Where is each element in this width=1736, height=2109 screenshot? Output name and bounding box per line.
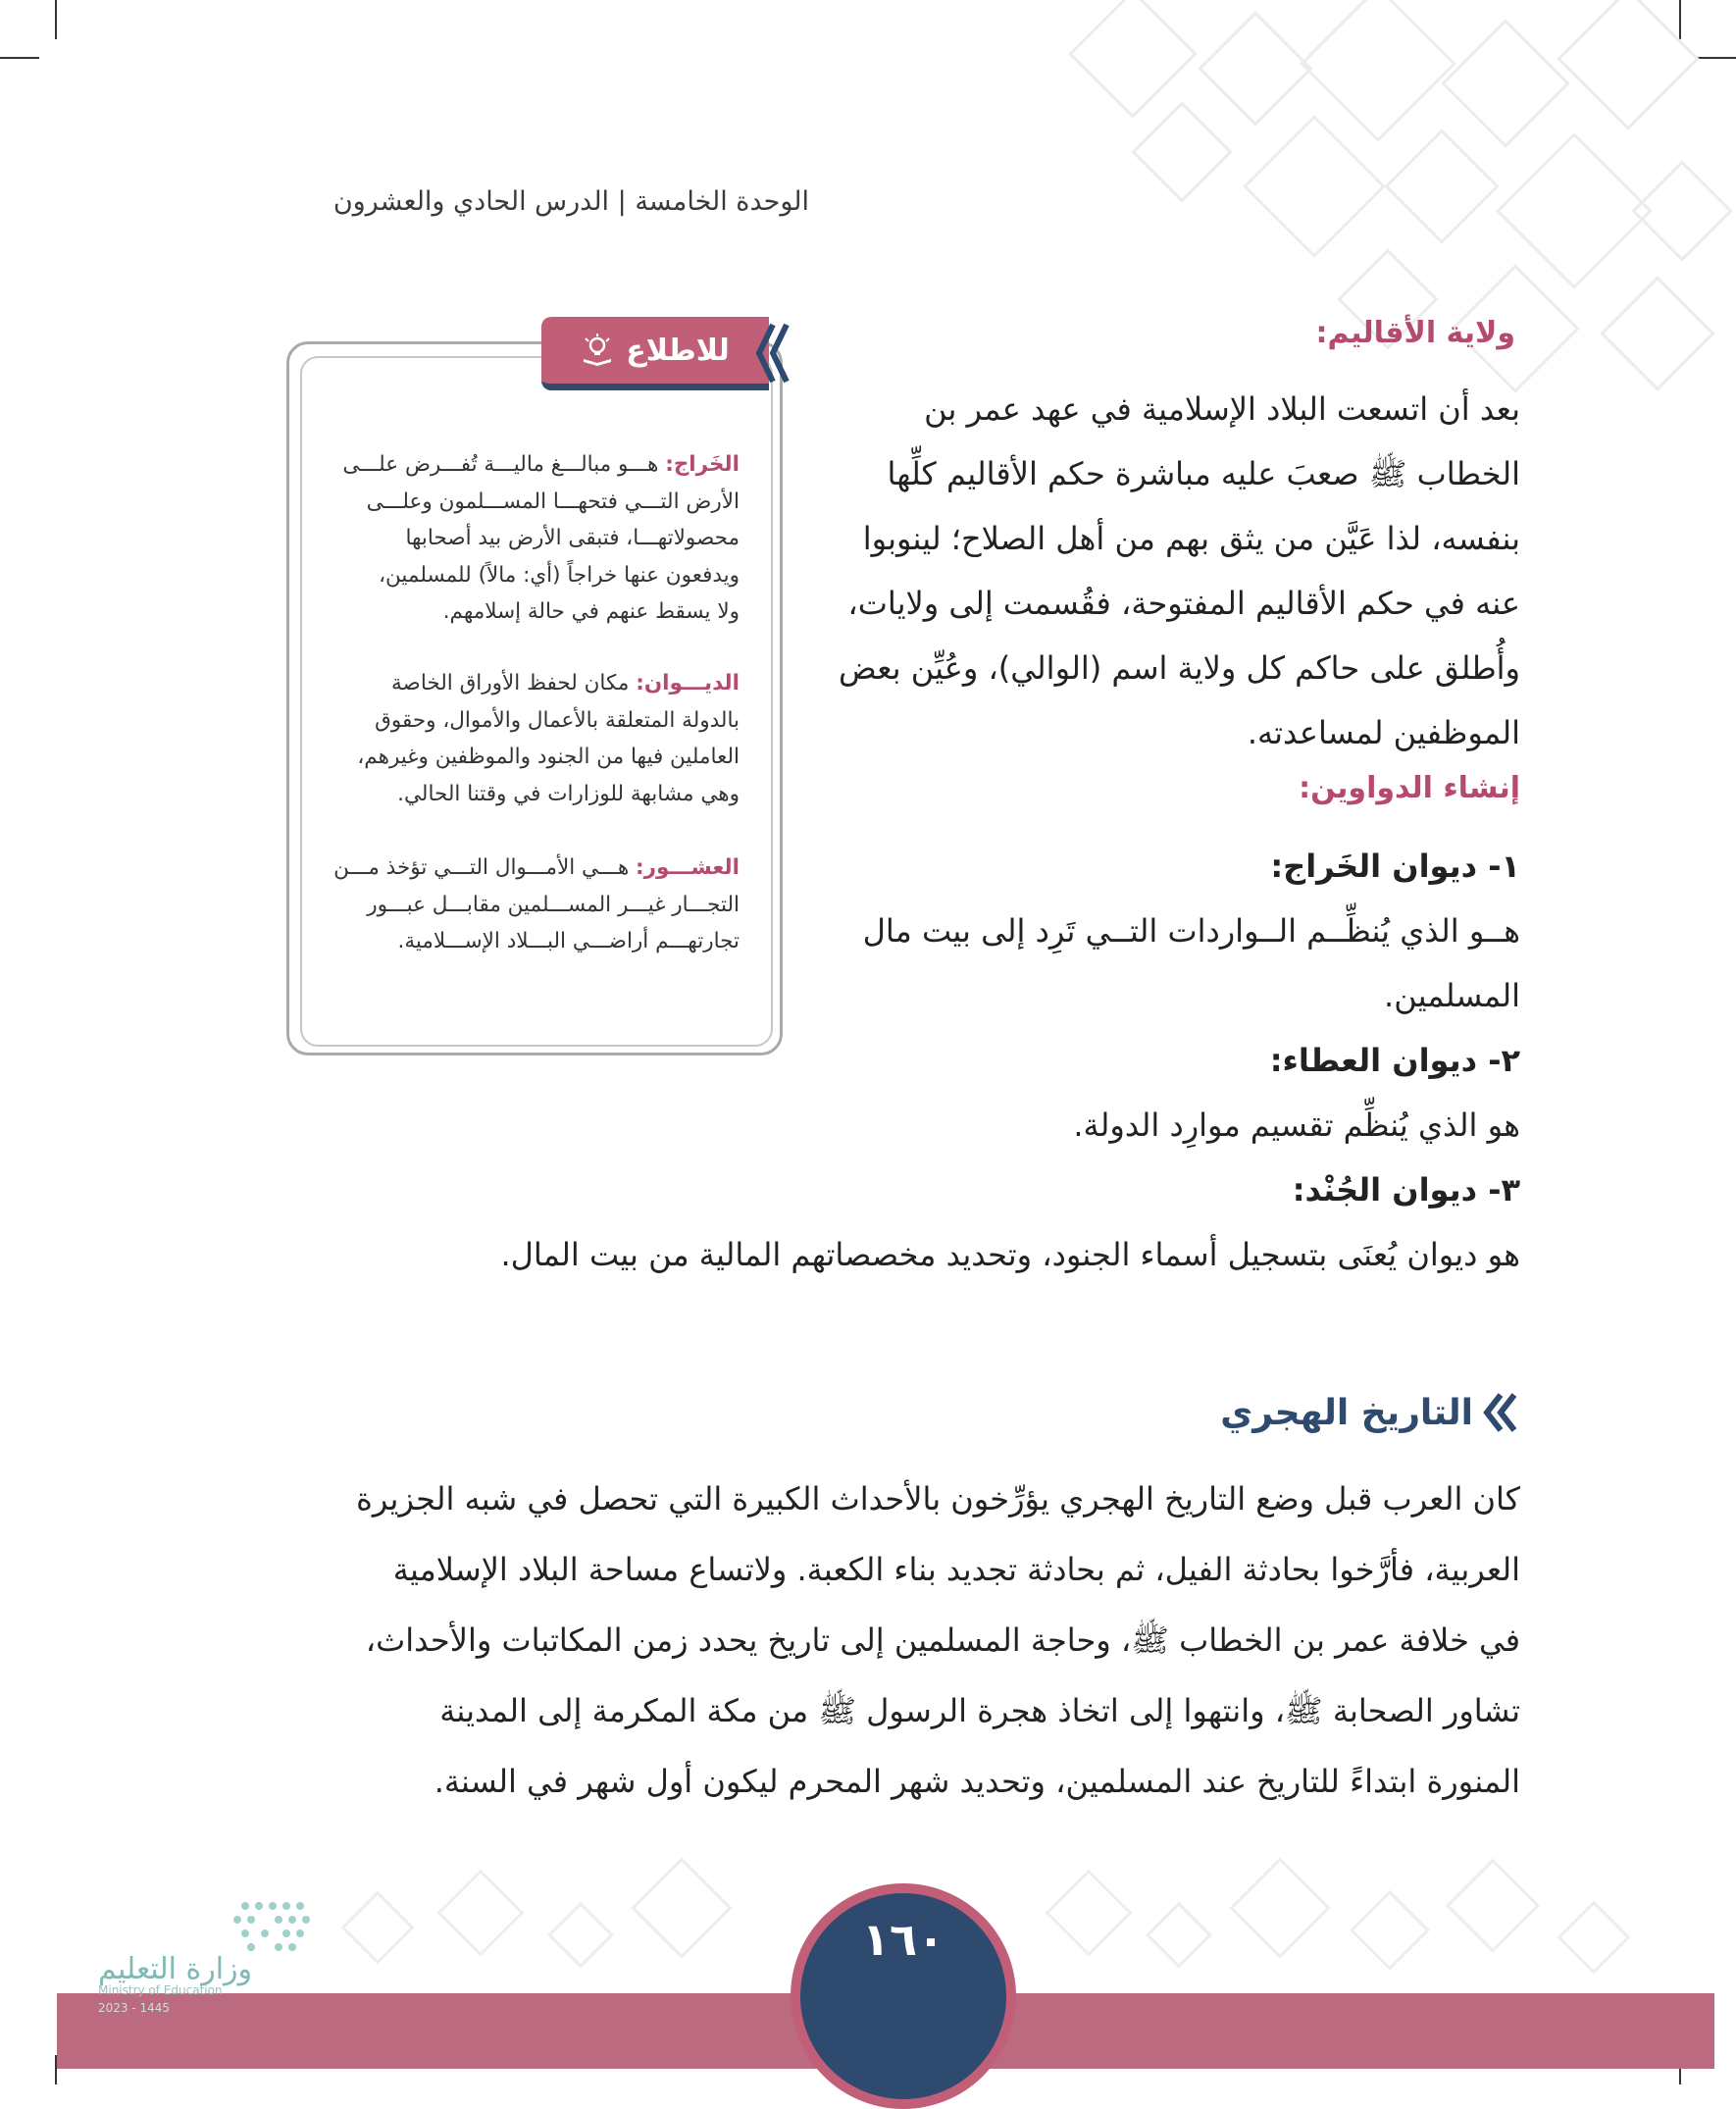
section-title-hijri — [1220, 1391, 1520, 1434]
paragraph-line: تشاور الصحابة ﷺ، وانتهوا إلى اتخاذ هجرة الرسول ﷺ من مكة المكرمة إلى المدينة — [439, 1692, 1520, 1729]
diwan-heading-jund — [824, 1157, 1520, 1222]
sidebar-tab-label: للاطلاع — [626, 333, 730, 368]
sidebar-line: العاملين فيها من الجنود والموظفين وغيرهم، — [357, 745, 740, 769]
sidebar-line: ولا يسقط عنهم في حالة إسلامهم. — [442, 599, 740, 624]
sidebar-entry-diwan — [330, 665, 740, 812]
sidebar-line: مكان لحفظ الأوراق الخاصة — [391, 671, 630, 695]
diwan-desc-jund — [304, 1222, 1520, 1287]
sidebar-entry-ushur — [330, 849, 740, 960]
ministry-year: 2023 - 1445 — [98, 2001, 171, 2015]
paragraph-line: بعد أن اتسعت البلاد الإسلامية في عهد عمر بن — [924, 390, 1520, 428]
diwan-heading: ١- ديوان الخَراج: — [1270, 848, 1520, 885]
sidebar-entry-kharaj — [330, 446, 740, 631]
paragraph-line: وأُطلق على حاكم كل ولاية اسم (الوالي)، وعُيِّن بعض — [838, 649, 1520, 687]
lightbulb-book-icon — [581, 334, 614, 367]
paragraph-line: الخطاب ﷺ صعبَ عليه مباشرة حكم الأقاليم كلِّها — [887, 455, 1520, 492]
paragraph-line: بنفسه، لذا عَيَّن من يثق بهم من أهل الصلاح؛ لينوبوا — [862, 520, 1520, 557]
paragraph-line: الموظفين لمساعدته. — [1247, 714, 1520, 751]
paragraph-line: عنه في حكم الأقاليم المفتوحة، فقُسمت إلى ولايات، — [847, 585, 1520, 622]
paragraph-line: في خلافة عمر بن الخطاب ﷺ، وحاجة المسلمين إلى تاريخ يحدد زمن المكاتبات والأحداث، — [365, 1621, 1520, 1659]
crop-mark — [55, 0, 57, 39]
term-diwan: الديـــوان: — [636, 671, 740, 695]
paragraph-line: العربية، فأرَّخوا بحادثة الفيل، ثم بحادثة تجديد بناء الكعبة. ولاتساع مساحة البلاد الإسلامية — [392, 1551, 1520, 1588]
sidebar-line: وهي مشابهة للوزارات في وقتنا الحالي. — [397, 781, 740, 806]
diwan-heading: ٣- ديوان الجُنْد: — [1292, 1171, 1520, 1209]
section-title-provinces: ولاية الأقاليم: — [1315, 316, 1515, 350]
crop-mark — [0, 57, 39, 59]
chevron-left-icon — [755, 317, 794, 390]
page-number: ١٦٠ — [861, 1913, 945, 1966]
sidebar-line: هـــو مبالـــغ ماليـــة تُفـــرض علـــى — [342, 452, 659, 477]
paragraph-line: المسلمين. — [1384, 977, 1520, 1014]
sidebar-line: محصولاتهـــا، فتبقى الأرض بيد أصحابها — [405, 526, 740, 550]
decorative-diamonds-top — [1030, 0, 1736, 412]
sidebar-line: بالدولة المتعلقة بالأعمال والأموال، وحقوق — [375, 707, 740, 733]
ministry-name-en: Ministry of Education — [98, 1983, 223, 1997]
sidebar-tab — [541, 317, 769, 390]
breadcrumb: الوحدة الخامسة | الدرس الحادي والعشرون — [332, 186, 809, 217]
diwan-heading-kharaj — [824, 834, 1520, 899]
sidebar-line: ويدفعون عنها خراجاً (أي: مالاً) للمسلمين، — [379, 562, 740, 588]
paragraph-line: هــو الذي يُنظِّــم الــواردات التــي تَرِد إلى بيت مال — [862, 912, 1520, 950]
hijri-title-text: التاريخ الهجري — [1220, 1392, 1473, 1433]
term-kharaj: الخَراج: — [665, 452, 740, 477]
section-title-diwans: إنشاء الدواوين: — [1299, 771, 1520, 805]
term-ushur: العشـــور: — [636, 855, 740, 880]
hijri-paragraph — [265, 1464, 1520, 1817]
paragraph-line: المنورة ابتداءً للتاريخ عند المسلمين، وتحديد شهر المحرم ليكون أول شهر في السنة. — [434, 1763, 1520, 1800]
diwan-desc-ata — [824, 1093, 1520, 1157]
paragraph-line: كان العرب قبل وضع التاريخ الهجري يؤرِّخون بالأحداث الكبيرة التي تحصل في شبه الجزيرة — [356, 1480, 1520, 1517]
sidebar-line: الأرض التـــي فتحهـــا المســـلمون وعلـــى — [366, 489, 740, 514]
sidebar-line: التجـــار غيـــر المســـلمين مقابـــل عبـــور — [367, 892, 740, 917]
ministry-name-ar: وزارة التعليم — [98, 1952, 253, 1986]
provinces-paragraph — [824, 377, 1520, 765]
paragraph-line: هو ديوان يُعنَى بتسجيل أسماء الجنود، وتحديد مخصصاتهم المالية من بيت المال. — [500, 1236, 1520, 1273]
sidebar-line: تجارتهـــم أراضـــي البـــلاد الإســـلامية. — [397, 929, 740, 953]
sidebar-line: هـــي الأمـــوال التـــي تؤخذ مـــن — [333, 855, 630, 880]
paragraph-line: هو الذي يُنظِّم تقسيم موارِد الدولة. — [1073, 1106, 1520, 1144]
diwan-heading-ata — [824, 1028, 1520, 1093]
chevron-left-icon — [1481, 1391, 1520, 1434]
diwan-desc-kharaj — [824, 899, 1520, 1028]
diwan-heading: ٢- ديوان العطاء: — [1269, 1042, 1520, 1079]
